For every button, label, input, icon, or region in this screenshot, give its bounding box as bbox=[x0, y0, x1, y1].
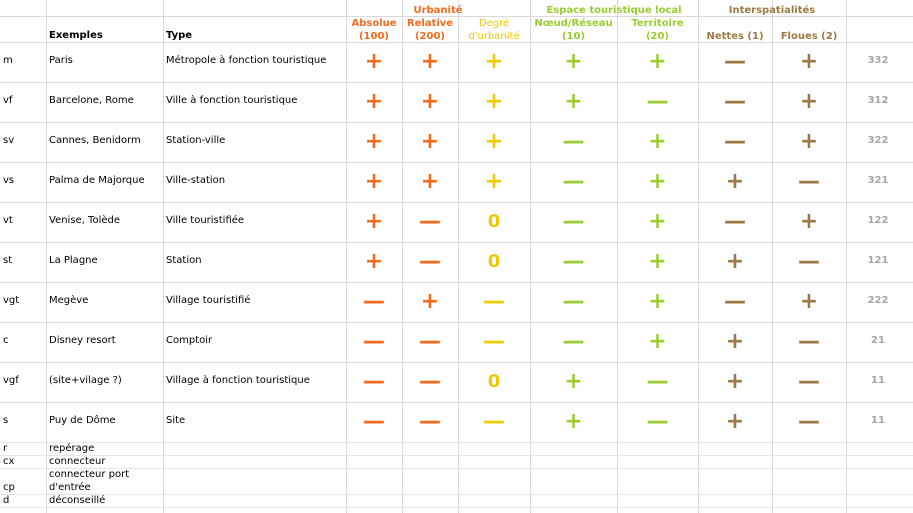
grid-row-line bbox=[0, 282, 913, 283]
grid-column-line bbox=[163, 0, 164, 513]
row-example: (site+vilage ?) bbox=[49, 375, 122, 386]
group-local: Espace touristique local bbox=[546, 5, 682, 16]
minus-icon: — bbox=[419, 209, 441, 234]
legend-label: déconseillé bbox=[49, 495, 106, 506]
row-example: Barcelone, Rome bbox=[49, 95, 134, 106]
plus-icon: + bbox=[484, 49, 504, 74]
noeud-label: Nœud/Réseau bbox=[534, 18, 613, 29]
plus-icon: + bbox=[648, 249, 667, 274]
row-code: s bbox=[3, 415, 9, 426]
header-noeud bbox=[530, 17, 617, 43]
row-score: 332 bbox=[867, 55, 889, 66]
minus-icon: — bbox=[562, 129, 585, 154]
legend-code: cp bbox=[3, 482, 15, 493]
group-inter: Interspatialités bbox=[728, 5, 816, 16]
minus-icon: — bbox=[724, 49, 746, 74]
row-code: st bbox=[3, 255, 13, 266]
row-type: Métropole à fonction touristique bbox=[166, 55, 327, 66]
plus-icon: + bbox=[420, 89, 440, 114]
row-score: 122 bbox=[867, 215, 889, 226]
row-type: Station bbox=[166, 255, 202, 266]
row-type: Village à fonction touristique bbox=[166, 375, 310, 386]
legend-label: connecteur bbox=[49, 456, 106, 467]
row-type: Comptoir bbox=[166, 335, 213, 346]
legend-code: r bbox=[3, 443, 8, 454]
plus-icon: + bbox=[420, 169, 440, 194]
grid-row-line bbox=[0, 362, 913, 363]
row-type: Station-ville bbox=[166, 135, 226, 146]
plus-icon: + bbox=[725, 409, 745, 434]
minus-icon: — bbox=[483, 329, 505, 354]
plus-icon: + bbox=[725, 369, 745, 394]
plus-icon: + bbox=[420, 49, 440, 74]
minus-icon: — bbox=[798, 409, 820, 434]
plus-icon: + bbox=[564, 369, 583, 394]
header-exemples: Exemples bbox=[49, 30, 103, 41]
plus-icon: + bbox=[648, 209, 667, 234]
row-example: Disney resort bbox=[49, 335, 116, 346]
header-relative bbox=[402, 17, 458, 43]
plus-icon: + bbox=[564, 89, 583, 114]
plus-icon: + bbox=[648, 49, 667, 74]
minus-icon: — bbox=[483, 409, 505, 434]
grid-row-line bbox=[0, 82, 913, 83]
territoire-label: Territoire bbox=[631, 18, 684, 29]
header-nettes: Nettes (1) bbox=[706, 31, 764, 42]
plus-icon: + bbox=[484, 89, 504, 114]
degre-label: Degré bbox=[478, 18, 510, 29]
plus-icon: + bbox=[648, 169, 667, 194]
grid-column-line bbox=[46, 0, 47, 513]
zero-mark: 0 bbox=[487, 371, 501, 392]
header-territoire bbox=[617, 17, 698, 43]
grid-row-line bbox=[0, 122, 913, 123]
plus-icon: + bbox=[799, 209, 819, 234]
plus-icon: + bbox=[364, 89, 384, 114]
zero-mark: 0 bbox=[487, 211, 501, 232]
grid-row-line bbox=[0, 402, 913, 403]
row-type: Ville touristifiée bbox=[166, 215, 245, 226]
row-score: 11 bbox=[871, 415, 885, 426]
plus-icon: + bbox=[648, 129, 667, 154]
grid-row-line bbox=[0, 442, 913, 443]
legend-code: cx bbox=[3, 456, 15, 467]
minus-icon: — bbox=[646, 369, 669, 394]
absolue-label: Absolue bbox=[351, 18, 397, 29]
minus-icon: — bbox=[562, 249, 585, 274]
plus-icon: + bbox=[564, 409, 583, 434]
grid-row-line bbox=[0, 455, 913, 456]
row-score: 322 bbox=[867, 135, 889, 146]
legend-code: d bbox=[3, 495, 10, 506]
row-example: Cannes, Benidorm bbox=[49, 135, 141, 146]
minus-icon: — bbox=[724, 209, 746, 234]
row-example: Puy de Dôme bbox=[49, 415, 116, 426]
minus-icon: — bbox=[724, 289, 746, 314]
territoire-value: (20) bbox=[645, 31, 670, 42]
minus-icon: — bbox=[798, 249, 820, 274]
row-code: m bbox=[3, 55, 13, 66]
minus-icon: — bbox=[419, 409, 441, 434]
grid-row-line bbox=[0, 242, 913, 243]
grid-row-line bbox=[0, 507, 913, 508]
minus-icon: — bbox=[363, 369, 385, 394]
plus-icon: + bbox=[648, 329, 667, 354]
plus-icon: + bbox=[484, 129, 504, 154]
degre-label-2: d'urbanité bbox=[468, 31, 520, 42]
row-score: 11 bbox=[871, 375, 885, 386]
zero-mark: 0 bbox=[487, 251, 501, 272]
row-code: vf bbox=[3, 95, 13, 106]
minus-icon: — bbox=[419, 249, 441, 274]
row-score: 222 bbox=[867, 295, 889, 306]
row-code: sv bbox=[3, 135, 15, 146]
legend-label-2: d'entrée bbox=[49, 482, 91, 493]
header-degre bbox=[458, 17, 530, 43]
minus-icon: — bbox=[562, 289, 585, 314]
row-example: Megève bbox=[49, 295, 89, 306]
row-type: Site bbox=[166, 415, 186, 426]
minus-icon: — bbox=[798, 369, 820, 394]
row-type: Village touristifié bbox=[166, 295, 251, 306]
grid-row-line bbox=[0, 468, 913, 469]
minus-icon: — bbox=[646, 409, 669, 434]
plus-icon: + bbox=[364, 49, 384, 74]
grid-row-line bbox=[0, 494, 913, 495]
plus-icon: + bbox=[420, 289, 440, 314]
plus-icon: + bbox=[364, 209, 384, 234]
plus-icon: + bbox=[799, 289, 819, 314]
minus-icon: — bbox=[724, 89, 746, 114]
row-example: La Plagne bbox=[49, 255, 98, 266]
relative-value: (200) bbox=[414, 31, 445, 42]
plus-icon: + bbox=[799, 129, 819, 154]
minus-icon: — bbox=[419, 369, 441, 394]
minus-icon: — bbox=[363, 289, 385, 314]
minus-icon: — bbox=[363, 409, 385, 434]
row-code: vs bbox=[3, 175, 15, 186]
grid-row-line bbox=[0, 202, 913, 203]
row-code: vgt bbox=[3, 295, 20, 306]
row-code: vgf bbox=[3, 375, 19, 386]
row-type: Ville à fonction touristique bbox=[166, 95, 298, 106]
plus-icon: + bbox=[564, 49, 583, 74]
minus-icon: — bbox=[798, 329, 820, 354]
plus-icon: + bbox=[420, 129, 440, 154]
header-type: Type bbox=[166, 30, 193, 41]
plus-icon: + bbox=[725, 169, 745, 194]
minus-icon: — bbox=[363, 329, 385, 354]
minus-icon: — bbox=[724, 129, 746, 154]
row-score: 121 bbox=[867, 255, 889, 266]
noeud-value: (10) bbox=[561, 31, 586, 42]
row-score: 312 bbox=[867, 95, 889, 106]
group-urbanite: Urbanité bbox=[413, 5, 463, 16]
row-score: 21 bbox=[871, 335, 885, 346]
minus-icon: — bbox=[646, 89, 669, 114]
grid-column-line bbox=[846, 0, 847, 513]
legend-label: connecteur port bbox=[49, 469, 130, 480]
row-score: 321 bbox=[867, 175, 889, 186]
relative-label: Relative bbox=[406, 18, 454, 29]
minus-icon: — bbox=[562, 209, 585, 234]
row-type: Ville-station bbox=[166, 175, 226, 186]
grid-row-line bbox=[0, 322, 913, 323]
row-example: Palma de Majorque bbox=[49, 175, 145, 186]
plus-icon: + bbox=[799, 89, 819, 114]
grid-row-line bbox=[0, 162, 913, 163]
plus-icon: + bbox=[484, 169, 504, 194]
plus-icon: + bbox=[648, 289, 667, 314]
plus-icon: + bbox=[364, 249, 384, 274]
plus-icon: + bbox=[799, 49, 819, 74]
row-example: Venise, Tolède bbox=[49, 215, 121, 226]
minus-icon: — bbox=[798, 169, 820, 194]
plus-icon: + bbox=[725, 329, 745, 354]
minus-icon: — bbox=[483, 289, 505, 314]
plus-icon: + bbox=[364, 169, 384, 194]
row-example: Paris bbox=[49, 55, 73, 66]
minus-icon: — bbox=[419, 329, 441, 354]
legend-label: repérage bbox=[49, 443, 95, 454]
row-code: vt bbox=[3, 215, 13, 226]
header-absolue bbox=[346, 17, 402, 43]
row-code: c bbox=[3, 335, 9, 346]
minus-icon: — bbox=[562, 329, 585, 354]
plus-icon: + bbox=[364, 129, 384, 154]
plus-icon: + bbox=[725, 249, 745, 274]
minus-icon: — bbox=[562, 169, 585, 194]
header-floues: Floues (2) bbox=[780, 31, 838, 42]
absolue-value: (100) bbox=[358, 31, 389, 42]
